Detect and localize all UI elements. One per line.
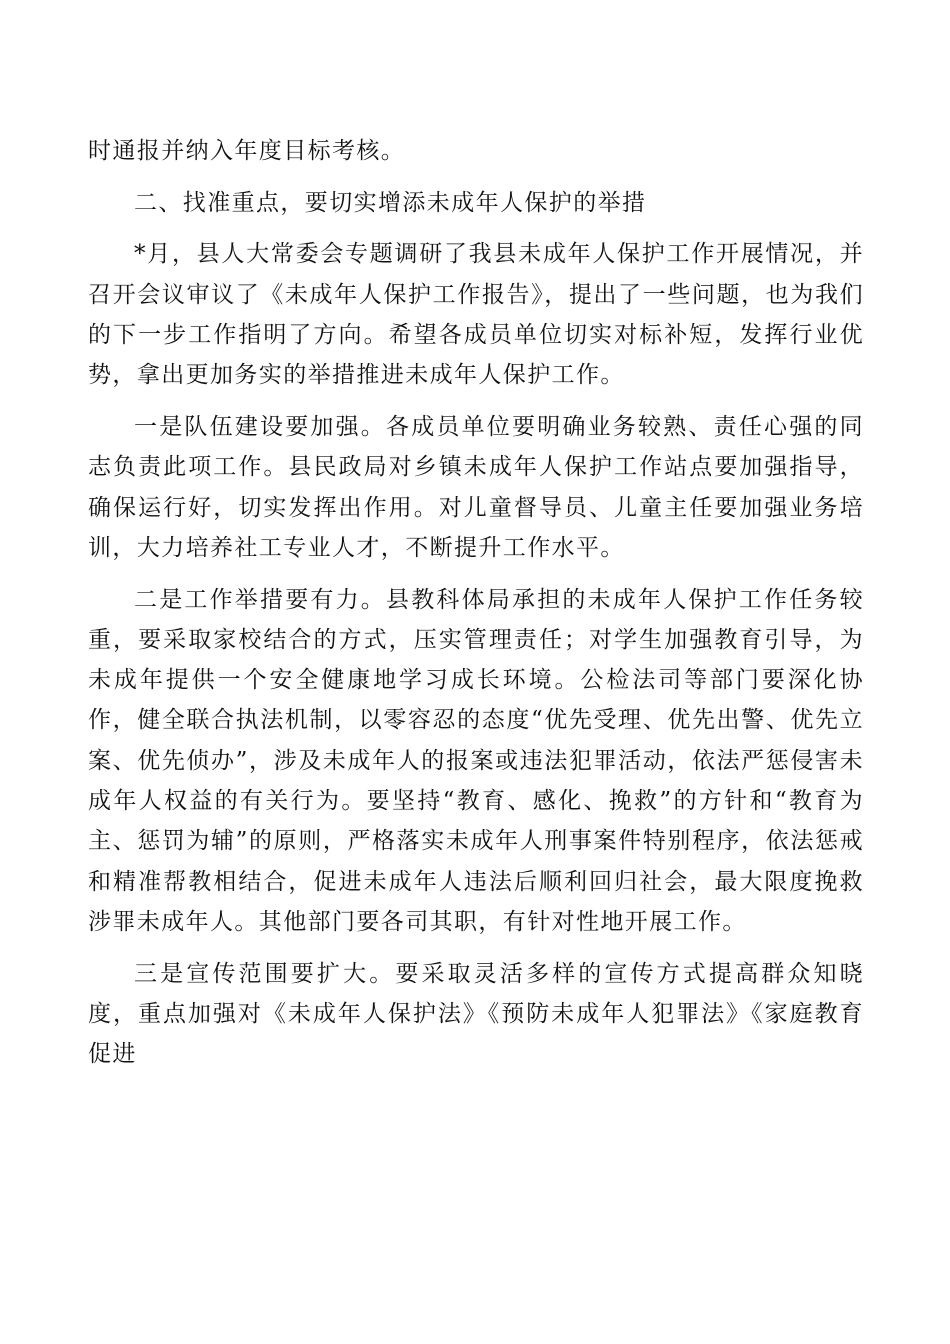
document-body (88, 131, 864, 1074)
paragraph-publicity: 三是宣传范围要扩大。要采取灵活多样的宣传方式提高群众知晓度，重点加强对《未成年人保护法》《预防未成年人犯罪法》《家庭教育促进 (88, 960, 864, 1068)
paragraph-intro: *月，县人大常委会专题调研了我县未成年人保护工作开展情况，并召开会议审议了《未成年人保护工作报告》，提出了一些问题，也为我们的下一步工作指明了方向。希望各成员单位切实对标补短，发挥行业优势，拿出更加务实的举措推进未成年人保护工作。 (88, 241, 864, 389)
section-heading: 二、找准重点，要切实增添未成年人保护的举措 (134, 189, 647, 216)
paragraph-team-building: 一是队伍建设要加强。各成员单位要明确业务较熟、责任心强的同志负责此项工作。县民政局对乡镇未成年人保护工作站点要加强指导，确保运行好，切实发挥出作用。对儿童督导员、儿童主任要加强业务培训，大力培养社工专业人才，不断提升工作水平。 (88, 413, 864, 561)
paragraph-work-measures: 二是工作举措要有力。县教科体局承担的未成年人保护工作任务较重，要采取家校结合的方式，压实管理责任；对学生加强教育引导，为未成年提供一个安全健康地学习成长环境。公检法司等部门要深化协作，健全联合执法机制，以零容忍的态度“优先受理、优先出警、优先立案、优先侦办”，涉及未成年人的报案或违法犯罪活动，依法严惩侵害未成年人权益的有关行为。要坚持“教育、感化、挽救”的方针和“教育为主、惩罚为辅”的原则，严格落实未成年人刑事案件特别程序，依法惩戒和精准帮教相结合，促进未成年人违法后顺利回归社会，最大限度挽救涉罪未成年人。其他部门要各司其职，有针对性地开展工作。 (88, 586, 864, 935)
paragraph-continuation: 时通报并纳入年度目标考核。 (88, 138, 406, 164)
